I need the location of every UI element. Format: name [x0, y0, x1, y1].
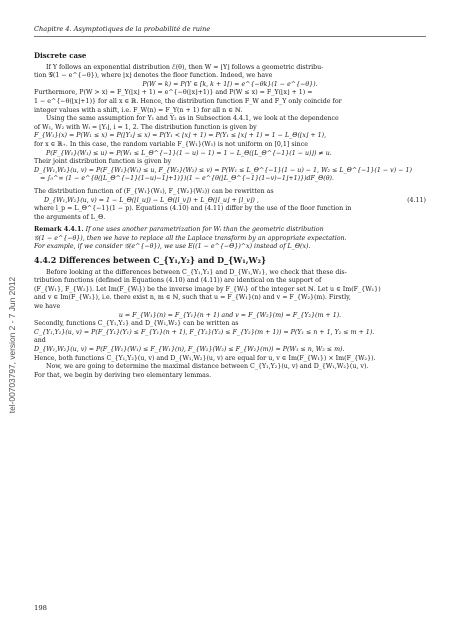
equation: u = F_{W₁}(n) = F_{Y₁}(n + 1) and v = F_{W₂}(m) = F_{Y₂}(m + 1).: [118, 311, 342, 319]
equation: F_{W₁}(x) = P(W₁ ≤ x) = P(⌊Y₁⌋ ≤ x) = P(Y₁ < ⌊x⌋ + 1) = P(Y₁ ≤ ⌊x⌋ + 1) = 1 − L_Θ(⌊x⌋ + 1),: [34, 132, 327, 140]
page-number: 198: [34, 604, 47, 612]
equation: D_{W₁,W₂}(u, v) = P(F_{W₁}(W₁) ≤ u, F_{W₂}(W₂) ≤ v) = P(W₁ ≤ L_Θ^{−1}(1 − u) − 1, W₂ ≤ L_Θ^{−1}(1 − v) − 1): [34, 166, 412, 174]
remark-label: Remark 4.4.1.: [34, 226, 84, 234]
remark-line: 𝒢(1 − e^{−θ}), then we have to replace all the Laplace transform by an appropriate expectation.: [34, 234, 347, 242]
text-line: of W₁, W₂ with Wᵢ = ⌊Yᵢ⌋, i = 1, 2. The distribution function is given by: [34, 123, 257, 131]
discrete-title: Discrete case: [34, 51, 87, 60]
sidebar-text: tel-00703797, version 2 - 7 Jun 2012: [7, 276, 17, 414]
text-line: and: [34, 337, 46, 345]
text-line: If Y follows an exponential distribution ℰ(θ), then W = ⌊Y⌋ follows a geometric distribu-: [46, 63, 324, 71]
remark-line: For example, if we consider 𝒢(e^{−θ}), we use E((1 − e^{−Θ})^x) instead of L_Θ(x).: [34, 243, 311, 251]
equation: = ∫₀^∞ (1 − e^{θ(⌊L_Θ^{−1}(1−u)−1⌋+1)})(1 − e^{θ(⌊L_Θ^{−1}(1−v)−1⌋+1)})dF_Θ(θ).: [40, 175, 334, 183]
text-line: For that, we begin by deriving two elementary lemmas.: [34, 371, 212, 379]
remark-text: If one uses another parametrization for Wᵢ than the geometric distribution: [83, 226, 324, 234]
numbered-equation: [34, 197, 426, 206]
text-line: The distribution function of (F_{W₁}(W₁), F_{W₂}(W₂)) can be rewritten as: [34, 187, 274, 195]
text-line: for x ∈ ℝ₊. In this case, the random variable F_{W₁}(W₁) is not uniform on [0,1] since: [34, 140, 308, 148]
equation-body: D_{W₁,W₂}(u, v) = 1 − L_Θ(⌊l_u⌋) − L_Θ(⌊l_v⌋) + L_Θ(⌊l_u⌋ + ⌊l_v⌋) ,: [44, 196, 259, 204]
equation-number: (4.11): [407, 196, 426, 204]
text-line: Their joint distribution function is given by: [34, 158, 172, 166]
text-line: 1 − e^{−θ(⌊x⌋+1)} for all x ∈ ℝ. Hence, the distribution function F_W and F_Y only coincide for: [34, 97, 342, 105]
equation: P(W = k) = P(Y ∈ [k, k + 1[) = e^{−θk}(1 − e^{−θ}).: [142, 80, 318, 88]
equation: P(F_{W₁}(W₁) ≤ u) = P(W₁ ≤ L_Θ^{−1}(1 − u) − 1) = 1 − L_Θ(⌊L_Θ^{−1}(1 − u)⌋) ≠ u.: [46, 149, 332, 157]
section-title: 4.4.2 Differences between C_{Y₁,Y₂} and D_{W₁,W₂}: [34, 255, 267, 266]
text-line: Before looking at the differences between C_{Y₁,Y₂} and D_{W₁,W₂}, we check that these dis-: [46, 268, 347, 276]
text-line: we have: [34, 303, 61, 311]
main-content: [34, 52, 426, 380]
text-line: Hence, both functions C_{Y₁,Y₂}(u, v) and D_{W₁,W₂}(u, v) are equal for u, v ∈ Im(F_{W₁}) × Im(F_{W₂}).: [34, 354, 376, 362]
text-line: Furthermore, P(W > x) = F̄_Y(⌊x⌋ + 1) = e^{−θ(⌊x⌋+1)} and P(W ≤ x) = F_Y(⌊x⌋ + 1) =: [34, 89, 313, 97]
text-line: Now, we are going to determine the maximal distance between C_{Y₁,Y₂}(u, v) and D_{W₁,W₂}(u, v).: [46, 363, 369, 371]
text-line: the arguments of L_Θ.: [34, 213, 106, 221]
text-line: tribution functions (defined in Equations (4.10) and (4.11)) are identical on the support of: [34, 277, 322, 285]
arxiv-sidebar: [2, 200, 16, 500]
equation: C_{Y₁,Y₂}(u, v) = P(F_{Y₁}(Y₁) ≤ F_{Y₁}(n + 1), F_{Y₂}(Y₂) ≤ F_{Y₂}(m + 1)) = P(Y₁ ≤ n + 1, Y₂ ≤ m + 1).: [34, 328, 375, 336]
text-line: (F_{W₁}, F_{W₂}). Let Im(F_{Wᵢ}) be the inverse image by F_{Wᵢ} of the integer set ℕ. Let u ∈ Im(F_{W₁}): [34, 285, 381, 293]
equation: D_{W₁,W₂}(u, v) = P(F_{W₁}(W₁) ≤ F_{W₁}(n), F_{W₂}(W₂) ≤ F_{W₂}(m)) = P(W₁ ≤ n, W₂ ≤ m).: [34, 346, 345, 353]
remark: [34, 226, 426, 235]
text-line: Secondly, functions C_{Y₁,Y₂} and D_{W₁,W₂} can be written as: [34, 320, 239, 328]
text-line: integer values with a shift, i.e. F_W(n) = F_Y(n + 1) for all n ∈ ℕ.: [34, 106, 243, 114]
chapter-header: Chapitre 4. Asymptotiques de la probabilité de ruine: [34, 25, 211, 33]
header-rule: [34, 36, 426, 37]
text-line: where l_p = L_Θ^{−1}(1 − p). Equations (4.10) and (4.11) differ by the use of the floor function in: [34, 205, 352, 213]
text-line: and v ∈ Im(F_{W₂}), i.e. there exist n, m ∈ ℕ, such that u = F_{W₁}(n) and v = F_{W₂}(m). Firstly,: [34, 294, 351, 302]
text-line: tion 𝒢(1 − e^{−θ}), where ⌊x⌋ denotes the floor function. Indeed, we have: [34, 72, 273, 80]
text-line: Using the same assumption for Y₁ and Y₂ as in Subsection 4.4.1, we look at the dependence: [46, 115, 339, 123]
